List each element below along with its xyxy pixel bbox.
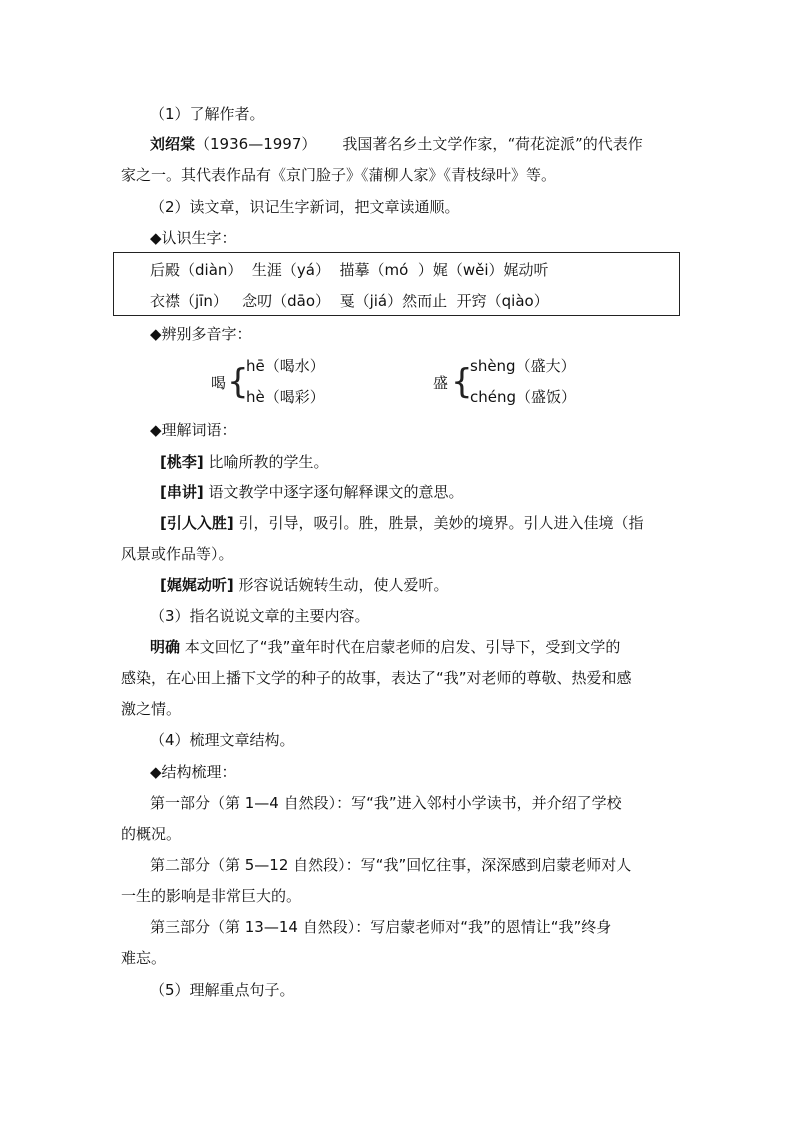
vocab-item bbox=[160, 482, 464, 502]
author-desc-line1: 我国著名乡土文学作家，“荷花淀派”的代表作 bbox=[342, 135, 643, 153]
structure-part2: 第二部分（第 5—12 自然段）：写“我”回忆往事，深深感到启蒙老师对人 bbox=[150, 856, 632, 874]
brace-glyph: { bbox=[227, 362, 249, 402]
structure-part3-cont: 难忘。 bbox=[121, 949, 167, 967]
vocab-def: 形容说话婉转生动，使人爱听。 bbox=[238, 576, 449, 594]
section1-heading: （1）了解作者。 bbox=[150, 105, 265, 123]
answer-label: 明确 bbox=[150, 638, 181, 656]
vocab-def: 比喻所教的学生。 bbox=[208, 453, 329, 471]
section5-heading: （5）理解重点句子。 bbox=[150, 981, 295, 999]
structure-part2-cont: 一生的影响是非常巨大的。 bbox=[121, 887, 302, 905]
polyphone-char: 喝 bbox=[211, 374, 227, 392]
vocab-term: [桃李] bbox=[160, 453, 204, 471]
author-years: （1936—1997） bbox=[195, 135, 317, 153]
answer-line3: 激之情。 bbox=[121, 700, 182, 718]
section3-heading: （3）指名说说文章的主要内容。 bbox=[150, 607, 370, 625]
vocab-item bbox=[160, 452, 329, 472]
structure-label: ◆结构梳理： bbox=[150, 763, 237, 781]
brace-glyph: { bbox=[451, 362, 473, 402]
structure-part3: 第三部分（第 13—14 自然段）：写启蒙老师对“我”的恩情让“我”终身 bbox=[150, 918, 612, 936]
structure-part1: 第一部分（第 1—4 自然段）：写“我”进入邻村小学读书，并介绍了学校 bbox=[150, 794, 622, 812]
answer-text: 本文回忆了“我”童年时代在启蒙老师的启发、引导下，受到文学的 bbox=[184, 638, 621, 656]
vocab-def: 引，引导，吸引。胜，胜景，美妙的境界。引人进入佳境（指 bbox=[238, 514, 644, 532]
vocab-term: [串讲] bbox=[160, 483, 204, 501]
vocab-term: [娓娓动听] bbox=[160, 576, 234, 594]
char-recognition-row1: 后殿（diàn） 生涯（yá） 描摹（mó ）娓（wěi）娓动听 bbox=[150, 261, 549, 279]
author-name: 刘绍棠 bbox=[150, 135, 196, 153]
vocab-def-cont: 风景或作品等）。 bbox=[121, 545, 234, 563]
char-recognition-row2: 衣襟（jīn） 念叨（dāo） 戛（jiá）然而止 开窍（qiào） bbox=[150, 292, 549, 310]
polyphone-reading: hè（喝彩） bbox=[246, 388, 325, 406]
author-desc-line2: 家之一。其代表作品有《京门脸子》《蒲柳人家》《青枝绿叶》等。 bbox=[121, 166, 557, 184]
answer-line1 bbox=[150, 637, 620, 657]
answer-line2: 感染，在心田上播下文学的种子的故事，表达了“我”对老师的尊敬、热爱和感 bbox=[121, 669, 632, 687]
vocab-term: [引人入胜] bbox=[160, 514, 234, 532]
char-recognition-label: ◆认识生字： bbox=[150, 229, 237, 247]
polyphone-reading: hē（喝水） bbox=[246, 357, 325, 375]
vocab-def: 语文教学中逐字逐句解释课文的意思。 bbox=[208, 483, 464, 501]
vocab-label: ◆理解词语： bbox=[150, 421, 237, 439]
section2-heading: （2）读文章，识记生字新词，把文章读通顺。 bbox=[150, 198, 460, 216]
vocab-item bbox=[160, 575, 449, 595]
polyphone-char: 盛 bbox=[433, 374, 449, 392]
author-line bbox=[150, 134, 643, 154]
polyphone-reading: shèng（盛大） bbox=[470, 357, 576, 375]
vocab-item bbox=[160, 513, 644, 533]
structure-part1-cont: 的概况。 bbox=[121, 825, 182, 843]
polyphone-label: ◆辨别多音字： bbox=[150, 325, 252, 343]
section4-heading: （4）梳理文章结构。 bbox=[150, 731, 295, 749]
polyphone-reading: chéng（盛饭） bbox=[470, 388, 577, 406]
